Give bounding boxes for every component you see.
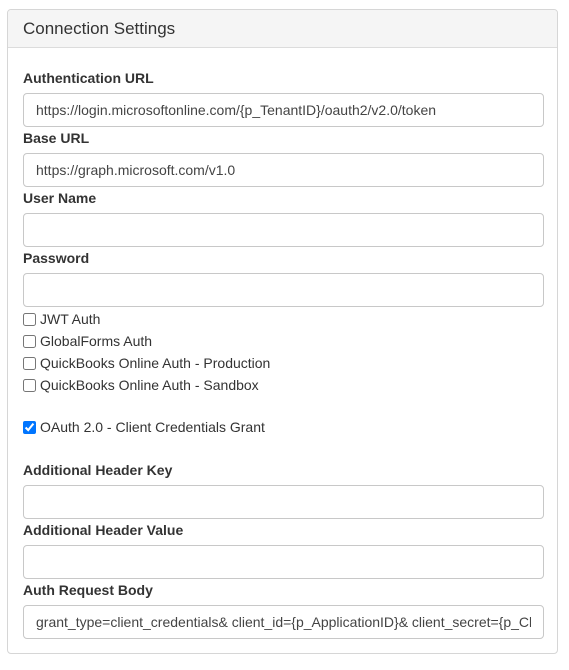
auth-url-label: Authentication URL [23, 70, 154, 86]
base-url-input[interactable] [23, 153, 544, 187]
auth-option-oauth2-client-credentials[interactable] [23, 416, 543, 438]
jwt-auth-checkbox[interactable] [23, 313, 36, 326]
password-label: Password [23, 250, 90, 266]
user-name-label: User Name [23, 190, 97, 206]
auth-request-body-input[interactable] [23, 605, 544, 639]
globalforms-auth-checkbox[interactable] [23, 335, 36, 348]
header-key-input[interactable] [23, 485, 544, 519]
auth-options-list [23, 308, 543, 396]
auth-option-quickbooks-production[interactable] [23, 352, 543, 374]
oauth2-client-credentials-checkbox[interactable] [23, 421, 36, 434]
base-url-label: Base URL [23, 130, 90, 146]
quickbooks-sandbox-checkbox[interactable] [23, 379, 36, 392]
globalforms-auth-label: GlobalForms Auth [40, 333, 153, 349]
panel-heading [8, 10, 557, 48]
auth-request-body-label: Auth Request Body [23, 582, 153, 598]
header-key-label: Additional Header Key [23, 462, 173, 478]
panel-title: Connection Settings [23, 18, 176, 38]
user-name-input[interactable] [23, 213, 544, 247]
quickbooks-production-checkbox[interactable] [23, 357, 36, 370]
auth-option-globalforms[interactable] [23, 330, 543, 352]
auth-option-jwt[interactable] [23, 308, 543, 330]
auth-url-input[interactable] [23, 93, 544, 127]
connection-settings-panel [7, 9, 558, 654]
jwt-auth-label: JWT Auth [40, 311, 101, 327]
password-input[interactable] [23, 273, 544, 307]
header-value-label: Additional Header Value [23, 522, 184, 538]
auth-option-quickbooks-sandbox[interactable] [23, 374, 543, 396]
header-value-input[interactable] [23, 545, 544, 579]
quickbooks-production-label: QuickBooks Online Auth - Production [40, 355, 271, 371]
oauth2-client-credentials-label: OAuth 2.0 - Client Credentials Grant [40, 419, 265, 435]
panel-body [8, 48, 557, 639]
quickbooks-sandbox-label: QuickBooks Online Auth - Sandbox [40, 377, 259, 393]
